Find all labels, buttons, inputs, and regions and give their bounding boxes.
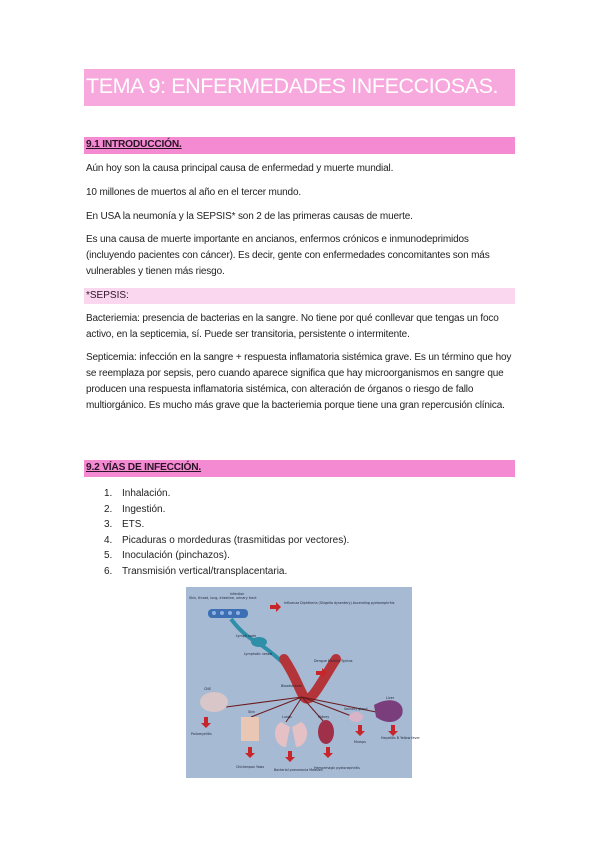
- brain-icon: [200, 692, 228, 712]
- label-influenza: Influenza Diphtheria (Shigella dysentery) Ascending pyelonephritis: [284, 601, 395, 605]
- title-banner: [84, 69, 515, 106]
- label-salivary: Salivary gland: [344, 707, 368, 711]
- label-lymphatic-vessel: Lymphatic vessel: [244, 652, 273, 656]
- paragraph: Aún hoy son la causa principal causa de enfermedad y muerte mundial.: [86, 163, 394, 174]
- label-infection: Infection: [230, 592, 245, 596]
- label-pneumonia: Bacterial pneumonia Measles: [274, 768, 323, 772]
- page-title: TEMA 9: ENFERMEDADES INFECCIOSAS.: [86, 74, 499, 98]
- list-item: 4. Picaduras o mordeduras (trasmitidas por vectores).: [104, 534, 350, 546]
- infection-routes-list: [104, 486, 349, 579]
- label-lungs: Lungs: [282, 715, 292, 719]
- label-skin-organ: Skin: [248, 710, 256, 714]
- paragraph-bacteriemia: Bacteriemia: presencia de bacterias en la sangre. No tiene por qué conllevar que tengas un foco activo, en la septicemia, sí. Puede ser transitoria, persistente o intermitente.: [86, 313, 499, 340]
- label-bloodstream: Bloodstream: [281, 684, 302, 688]
- label-liver: Liver: [386, 696, 395, 700]
- sepsis-heading-banner: [84, 288, 515, 304]
- bacteria-cluster-icon: [208, 609, 248, 618]
- section-heading-text: 9.1 INTRODUCCIÓN.: [86, 139, 182, 150]
- kidney-icon: [318, 720, 334, 744]
- label-hemorrhagic: Hemorrhagic pyelonephritis: [314, 766, 360, 770]
- skin-tissue-icon: [241, 717, 259, 741]
- paragraph: Es una causa de muerte importante en ancianos, enfermos crónicos e inmunodeprimidos (incluyendo pacientes con cáncer). Es decir, gente con enfermedades concomitantes son más vulnerables y tienen más riesgo.: [86, 234, 490, 277]
- label-lymph-node: Lymph node: [236, 634, 257, 638]
- list-item: 2. Ingestión.: [104, 503, 166, 515]
- salivary-gland-icon: [349, 712, 363, 722]
- label-skin: Skin, throat, lung, intestine, urinary tract: [189, 596, 257, 600]
- paragraph: En USA la neumonía y la SEPSIS* son 2 de las primeras causas de muerte.: [86, 211, 413, 222]
- label-kidney: Kidney: [318, 715, 330, 719]
- list-item: 5. Inoculación (pinchazos).: [104, 550, 230, 561]
- list-item: 1. Inhalación.: [104, 488, 171, 499]
- label-dengue: Dengue Malaria Typhus: [314, 659, 353, 663]
- section-heading-text: 9.2 VÍAS DE INFECCIÓN.: [86, 462, 202, 473]
- label-hepatitis: Hepatitis B Yellow fever: [381, 736, 420, 740]
- label-mumps: Mumps: [354, 740, 366, 744]
- sepsis-heading: *SEPSIS:: [86, 290, 129, 301]
- label-poliomyelitis: Poliomyelitis: [191, 732, 212, 736]
- paragraph-septicemia: Septicemia: infección en la sangre + respuesta inflamatoria sistémica grave. Es un término que hoy se reemplaza por sepsis, pero cuando aparece significa que hay microorganismos en sangre que producen una respuesta inflamatoria sistémica, con alteración de órganos o riesgo de fallo multiorgánico. Es mucho más grave que la bacteriemia porque tiene una gran repercusión clínica.: [86, 352, 512, 411]
- label-chickenpox: Chickenpox Yaws: [236, 765, 265, 769]
- list-item: 6. Transmisión vertical/transplacentaria.: [104, 565, 288, 577]
- list-item: 3. ETS.: [104, 519, 145, 530]
- paragraph: 10 millones de muertos al año en el tercer mundo.: [86, 187, 301, 198]
- lymph-node-shape: [251, 637, 267, 647]
- infection-spread-diagram: [186, 587, 420, 778]
- label-cns: CNS: [204, 687, 211, 691]
- section-heading-vias: [84, 460, 515, 477]
- section-heading-introduccion: [84, 137, 515, 154]
